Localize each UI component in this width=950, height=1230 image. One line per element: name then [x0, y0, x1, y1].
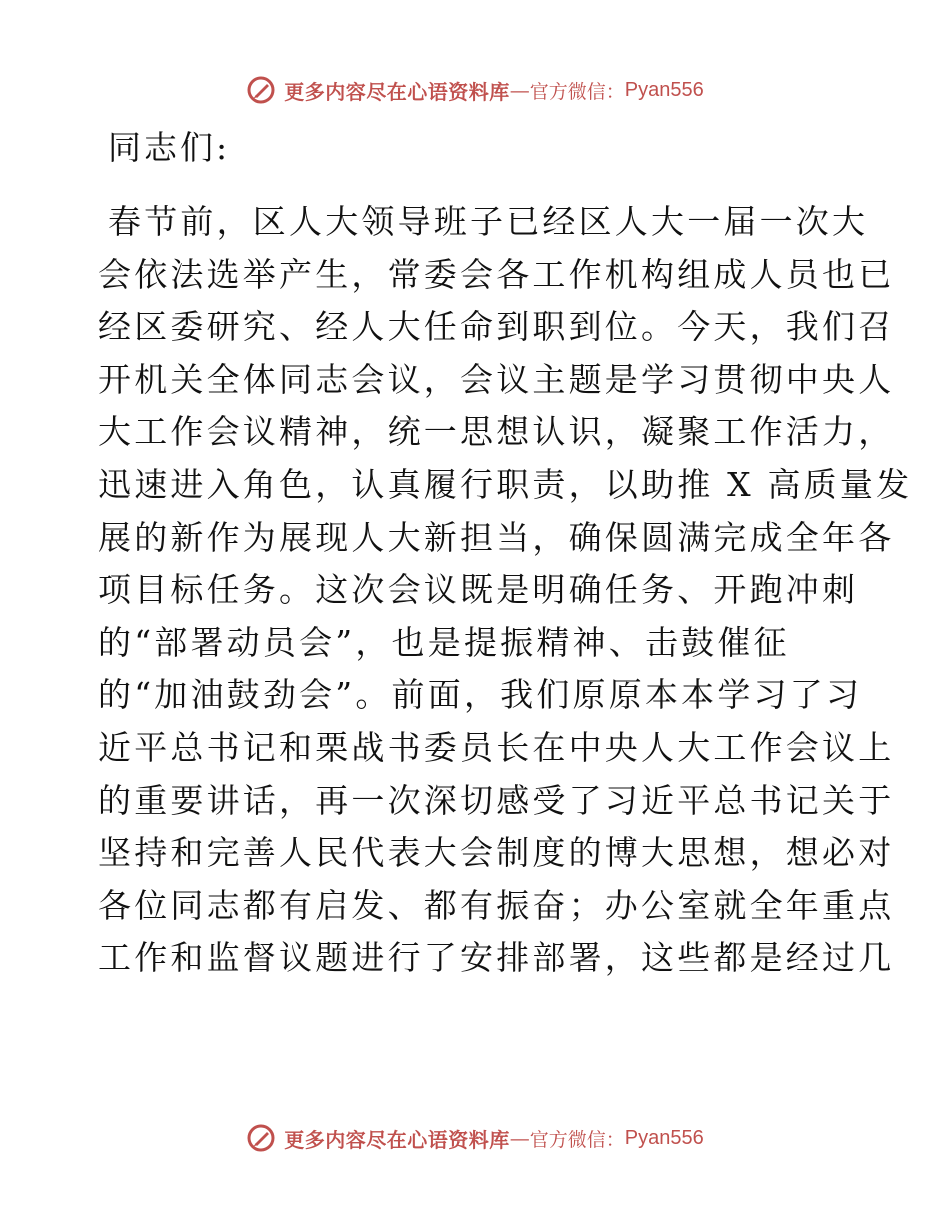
- text-line: 的重要讲话，再一次深切感受了习近平总书记关于: [98, 780, 895, 820]
- text-line: 各位同志都有启发、都有振奋；办公室就全年重点: [98, 885, 895, 925]
- text-line: 春节前，区人大领导班子已经区人大一届一次大: [108, 202, 869, 241]
- footer-watermark-banner: [0, 1118, 950, 1158]
- banner-wechat-label: 官方微信：: [529, 80, 625, 103]
- text-line: 近平总书记和栗战书委员长在中央人大工作会议上: [98, 727, 895, 767]
- body-paragraph: [98, 196, 913, 985]
- text-line: 项目标任务。这次会议既是明确任务、开跑冲刺: [98, 570, 859, 610]
- banner-separator: —: [509, 78, 530, 102]
- banner-separator: —: [509, 1126, 530, 1150]
- quill-pen-logo-icon: [246, 1123, 276, 1153]
- text-line: 经区委研究、经人大任命到职到位。今天，我们召: [98, 307, 895, 347]
- banner-wechat-label: 官方微信：: [529, 1128, 625, 1151]
- text-line: 大工作会议精神，统一思想认识，凝聚工作活力，: [98, 412, 895, 452]
- text-line: 坚持和完善人民代表大会制度的博大思想，想必对: [98, 833, 895, 873]
- text-line: 的“加油鼓劲会”。前面，我们原原本本学习了习: [98, 675, 863, 715]
- text-line: 会依法选举产生，常委会各工作机构组成人员也已: [98, 254, 895, 294]
- text-line: 工作和监督议题进行了安排部署，这些都是经过几: [98, 938, 895, 978]
- text-line: 开机关全体同志会议，会议主题是学习贯彻中央人: [98, 359, 895, 399]
- header-watermark-banner: [0, 70, 950, 110]
- quill-pen-logo-icon: [246, 75, 276, 105]
- banner-wechat-id: Pyan556: [624, 78, 704, 101]
- text-line: 的“部署动员会”，也是提振精神、击鼓催征: [98, 622, 790, 662]
- greeting: 同志们:: [108, 128, 231, 167]
- banner-site-name: 更多内容尽在心语资料库: [284, 79, 510, 104]
- text-line: 展的新作为展现人大新担当，确保圆满完成全年各: [98, 517, 895, 557]
- banner-wechat-id: Pyan556: [624, 1126, 704, 1149]
- banner-site-name: 更多内容尽在心语资料库: [284, 1127, 510, 1152]
- text-line: 迅速进入角色，认真履行职责，以助推 X 高质量发: [98, 464, 913, 504]
